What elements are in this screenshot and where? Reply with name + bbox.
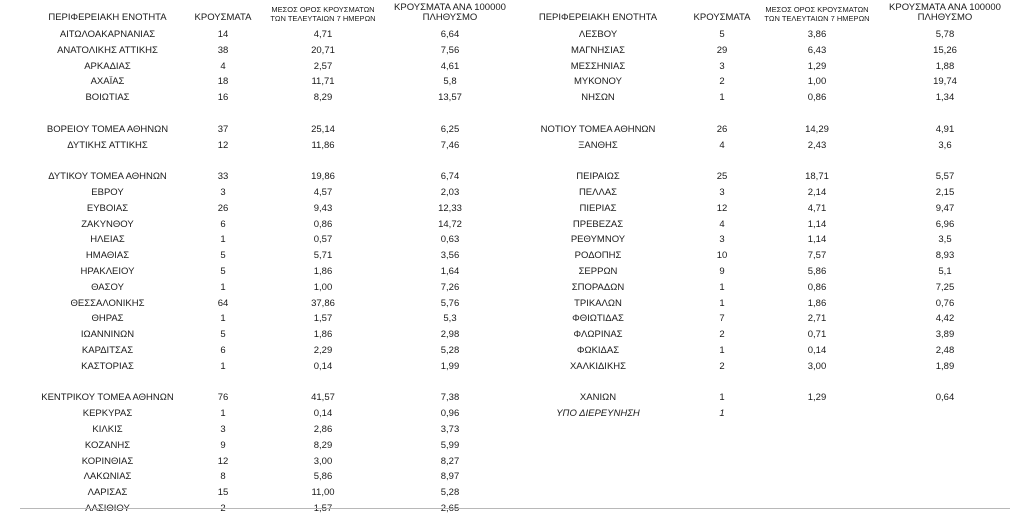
- right-avg-cell: 1,14: [807, 234, 827, 246]
- left-region-cell: ΑΧΑΪΑΣ: [90, 76, 125, 88]
- right-per100k-cell: 8,93: [935, 250, 955, 262]
- right-avg-cell: 18,71: [805, 171, 829, 183]
- left-avg-cell: 11,71: [311, 76, 335, 88]
- right-avg-cell: 5,86: [807, 266, 827, 277]
- left-cases-cell: 12: [217, 139, 229, 151]
- left-region-cell: ΛΑΡΙΣΑΣ: [87, 487, 128, 499]
- left-avg-cell: 20,71: [311, 44, 335, 56]
- right-cases-cell: 3: [719, 234, 725, 246]
- right-region-cell: ΧΑΝΙΩΝ: [579, 392, 617, 404]
- left-cases-cell: 5: [220, 266, 226, 277]
- left-avg-cell: 1,86: [313, 266, 333, 277]
- left-avg-cell: 9,43: [313, 202, 333, 214]
- right-avg-cell: 0,86: [807, 92, 827, 104]
- right-avg-cell: 0,86: [807, 281, 827, 293]
- left-avg-cell: 3,00: [313, 455, 333, 467]
- left-per100k-cell: 5,8: [443, 76, 457, 88]
- left-per100k-header-line2: ΠΛΗΘΥΣΜΟ: [422, 12, 478, 23]
- left-region-cell: ΘΑΣΟΥ: [91, 281, 124, 293]
- right-cases-cell: 3: [719, 187, 725, 198]
- left-per100k-cell: 8,27: [440, 455, 460, 467]
- left-cases-cell: 6: [220, 218, 226, 230]
- right-per100k-cell: 5,57: [935, 171, 955, 183]
- left-cases-cell: 15: [217, 487, 229, 499]
- left-cases-cell: 16: [217, 92, 229, 104]
- right-region-cell: ΣΠΟΡΑΔΩΝ: [571, 281, 625, 293]
- left-per100k-cell: 0,63: [440, 234, 460, 246]
- left-cases-cell: 1: [220, 313, 226, 325]
- right-per100k-cell: 7,25: [935, 281, 955, 293]
- left-avg-cell: 1,57: [313, 313, 333, 325]
- left-per100k-cell: 5,76: [440, 297, 460, 309]
- right-avg-cell: 2,43: [807, 139, 827, 151]
- right-avg-cell: 4,71: [807, 202, 827, 214]
- left-cases-cell: 5: [220, 329, 226, 341]
- right-cases-cell: 1: [719, 392, 725, 404]
- right-per100k-cell: 15,26: [933, 44, 957, 56]
- left-region-cell: ΕΒΡΟΥ: [91, 187, 124, 198]
- right-avg-header-line2: ΤΩΝ ΤΕΛΕΥΤΑΙΩΝ 7 ΗΜΕΡΩΝ: [764, 14, 870, 23]
- left-region-cell: ΖΑΚΥΝΘΟΥ: [81, 218, 134, 230]
- left-avg-cell: 11,00: [311, 487, 335, 499]
- left-per100k-cell: 5,99: [440, 439, 460, 451]
- left-cases-cell: 8: [220, 471, 226, 483]
- right-cases-cell: 2: [719, 76, 725, 88]
- left-region-cell: ΘΕΣΣΑΛΟΝΙΚΗΣ: [70, 297, 145, 309]
- left-per100k-cell: 7,38: [440, 392, 460, 404]
- left-cases-cell: 33: [217, 171, 229, 183]
- right-region-cell: ΡΕΘΥΜΝΟΥ: [570, 234, 626, 246]
- right-region-cell: ΝΟΤΙΟΥ ΤΟΜΕΑ ΑΘΗΝΩΝ: [540, 123, 656, 135]
- right-region-cell: ΠΕΙΡΑΙΩΣ: [576, 171, 620, 183]
- left-region-cell: ΛΑΚΩΝΙΑΣ: [83, 471, 132, 483]
- right-per100k-header-line2: ΠΛΗΘΥΣΜΟ: [917, 12, 973, 23]
- left-cases-cell: 14: [217, 29, 229, 40]
- right-region-cell: ΣΕΡΡΩΝ: [578, 266, 618, 277]
- left-cases-cell: 76: [217, 392, 229, 404]
- right-cases-cell: 4: [719, 139, 725, 151]
- left-avg-header-line2: ΤΩΝ ΤΕΛΕΥΤΑΙΩΝ 7 ΗΜΕΡΩΝ: [270, 14, 376, 23]
- left-cases-cell: 38: [217, 44, 229, 56]
- right-cases-cell: 1: [719, 345, 725, 356]
- right-per100k-cell: 19,74: [933, 76, 957, 88]
- left-region-cell: ΚΟΖΑΝΗΣ: [84, 439, 131, 451]
- left-cases-cell: 3: [220, 187, 226, 198]
- left-per100k-cell: 2,98: [440, 329, 460, 341]
- left-region-cell: ΚΑΣΤΟΡΙΑΣ: [81, 360, 134, 372]
- right-per100k-cell: 4,42: [935, 313, 955, 325]
- right-region-cell: ΛΕΣΒΟΥ: [578, 29, 618, 40]
- left-per100k-cell: 2,03: [440, 187, 460, 198]
- left-per100k-cell: [385, 503, 515, 515]
- left-region-cell: ΗΛΕΙΑΣ: [90, 234, 125, 246]
- left-region-cell: [20, 503, 195, 515]
- left-avg-cell: 8,29: [313, 439, 333, 451]
- right-cases-cell: 3: [719, 60, 725, 72]
- left-avg-cell: 2,57: [313, 60, 333, 72]
- right-region-cell: ΡΟΔΟΠΗΣ: [574, 250, 622, 262]
- left-avg-cell: 0,14: [313, 408, 333, 420]
- right-cases-cell: 9: [719, 266, 725, 277]
- left-cases-cell: 3: [220, 424, 226, 435]
- left-region-cell: ΒΟΙΩΤΙΑΣ: [85, 92, 130, 104]
- left-cases-cell: 6: [220, 345, 226, 356]
- right-per100k-cell: 3,5: [938, 234, 952, 246]
- right-region-cell: ΦΛΩΡΙΝΑΣ: [573, 329, 623, 341]
- left-cases-cell: 64: [217, 297, 229, 309]
- right-cases-cell: 26: [716, 123, 728, 135]
- left-region-cell: ΗΜΑΘΙΑΣ: [85, 250, 130, 262]
- right-per100k-cell: 1,89: [935, 360, 955, 372]
- right-region-cell: ΜΑΓΝΗΣΙΑΣ: [571, 44, 625, 56]
- left-region-cell: ΑΙΤΩΛΟΑΚΑΡΝΑΝΙΑΣ: [59, 29, 156, 40]
- right-region-cell: ΠΕΛΛΑΣ: [578, 187, 618, 198]
- left-cases-cell: 12: [217, 455, 229, 467]
- right-avg-cell: 3,00: [807, 360, 827, 372]
- left-cases-cell: 18: [217, 76, 229, 88]
- left-per100k-header-line1: ΚΡΟΥΣΜΑΤΑ ΑΝΑ 100000: [394, 2, 506, 13]
- right-cases-cell: 25: [716, 171, 728, 183]
- left-region-cell: ΔΥΤΙΚΟΥ ΤΟΜΕΑ ΑΘΗΝΩΝ: [48, 171, 167, 183]
- left-avg-cell: 2,29: [313, 345, 333, 356]
- left-per100k-cell: 14,72: [438, 218, 462, 230]
- right-avg-cell: 0,14: [807, 345, 827, 356]
- left-avg-cell: [258, 503, 388, 515]
- left-avg-cell: 2,86: [313, 424, 333, 435]
- left-avg-header-line1: ΜΕΣΟΣ ΟΡΟΣ ΚΡΟΥΣΜΑΤΩΝ: [271, 5, 375, 14]
- right-cases-cell: 29: [716, 44, 728, 56]
- left-cases-cell: 1: [220, 281, 226, 293]
- right-avg-cell: 1,00: [807, 76, 827, 88]
- right-avg-cell: 6,43: [807, 44, 827, 56]
- right-avg-header-line1: ΜΕΣΟΣ ΟΡΟΣ ΚΡΟΥΣΜΑΤΩΝ: [765, 5, 869, 14]
- right-cases-cell: 1: [719, 92, 725, 104]
- right-avg-cell: 0,71: [807, 329, 827, 341]
- left-cases-header: ΚΡΟΥΣΜΑΤΑ: [194, 12, 252, 23]
- left-region-cell: ΚΕΝΤΡΙΚΟΥ ΤΟΜΕΑ ΑΘΗΝΩΝ: [41, 392, 174, 404]
- left-avg-cell: 5,86: [313, 471, 333, 483]
- left-cases-cell: 5: [220, 250, 226, 262]
- left-cases-cell: 37: [217, 123, 229, 135]
- left-cases-cell: 9: [220, 439, 226, 451]
- right-region-cell: ΧΑΛΚΙΔΙΚΗΣ: [569, 360, 627, 372]
- left-cases-cell: 1: [220, 360, 226, 372]
- left-region-cell: ΚΙΛΚΙΣ: [92, 424, 123, 435]
- left-cases-cell: 1: [220, 408, 226, 420]
- left-per100k-cell: 0,96: [440, 408, 460, 420]
- right-per100k-cell: 3,6: [938, 139, 952, 151]
- right-per100k-cell: 0,76: [935, 297, 955, 309]
- left-avg-cell: 0,14: [313, 360, 333, 372]
- right-cases-cell: 5: [719, 29, 725, 40]
- right-region-cell: ΜΕΣΣΗΝΙΑΣ: [570, 60, 626, 72]
- left-per100k-cell: 13,57: [438, 92, 462, 104]
- right-per100k-header-line1: ΚΡΟΥΣΜΑΤΑ ΑΝΑ 100000: [889, 2, 1001, 13]
- right-cases-cell: 1: [719, 297, 725, 309]
- right-avg-cell: 3,86: [807, 29, 827, 40]
- left-per100k-cell: 5,28: [440, 487, 460, 499]
- right-region-cell: ΠΙΕΡΙΑΣ: [579, 202, 617, 214]
- left-per100k-cell: 4,61: [440, 60, 460, 72]
- left-region-cell: ΗΡΑΚΛΕΙΟΥ: [80, 266, 135, 277]
- left-per100k-cell: 3,73: [440, 424, 460, 435]
- right-avg-cell: 1,29: [807, 392, 827, 404]
- left-cases-cell: 4: [220, 60, 226, 72]
- left-region-cell: ΒΟΡΕΙΟΥ ΤΟΜΕΑ ΑΘΗΝΩΝ: [46, 123, 169, 135]
- right-region-cell: ΞΑΝΘΗΣ: [578, 139, 618, 151]
- left-region-cell: ΕΥΒΟΙΑΣ: [86, 202, 129, 214]
- left-avg-cell: 25,14: [311, 123, 335, 135]
- left-cases-cell: 1: [220, 234, 226, 246]
- right-per100k-cell: 1,88: [935, 60, 955, 72]
- left-avg-cell: 4,71: [313, 29, 333, 40]
- left-cases-cell: 26: [217, 202, 229, 214]
- right-per100k-cell: 2,15: [935, 187, 955, 198]
- left-per100k-cell: 6,64: [440, 29, 460, 40]
- right-per100k-cell: 2,48: [935, 345, 955, 356]
- left-avg-cell: 8,29: [313, 92, 333, 104]
- right-region-cell: ΜΥΚΟΝΟΥ: [574, 76, 622, 88]
- right-cases-cell: 7: [719, 313, 725, 325]
- right-per100k-cell: 1,34: [935, 92, 955, 104]
- left-per100k-cell: 12,33: [438, 202, 462, 214]
- left-avg-cell: 1,00: [313, 281, 333, 293]
- left-per100k-cell: 3,56: [440, 250, 460, 262]
- bottom-divider: [20, 508, 1010, 509]
- right-region-cell: ΦΘΙΩΤΙΔΑΣ: [572, 313, 624, 325]
- right-cases-header: ΚΡΟΥΣΜΑΤΑ: [693, 12, 751, 23]
- left-per100k-cell: 5,3: [443, 313, 457, 325]
- right-cases-cell: 2: [719, 360, 725, 372]
- left-per100k-cell: 6,25: [440, 123, 460, 135]
- left-region-cell: ΚΕΡΚΥΡΑΣ: [82, 408, 133, 420]
- left-region-cell: ΚΑΡΔΙΤΣΑΣ: [81, 345, 134, 356]
- right-avg-cell: 1,14: [807, 218, 827, 230]
- left-per100k-cell: 7,56: [440, 44, 460, 56]
- left-avg-cell: 41,57: [311, 392, 335, 404]
- left-per100k-cell: 6,74: [440, 171, 460, 183]
- left-avg-cell: 0,86: [313, 218, 333, 230]
- right-per100k-cell: 0,64: [935, 392, 955, 404]
- left-avg-cell: 11,86: [311, 139, 335, 151]
- right-region-cell: ΠΡΕΒΕΖΑΣ: [572, 218, 624, 230]
- left-cases-cell: [193, 503, 253, 515]
- right-region-header: ΠΕΡΙΦΕΡΕΙΑΚΗ ΕΝΟΤΗΤΑ: [538, 12, 658, 23]
- right-avg-cell: 2,71: [807, 313, 827, 325]
- left-region-header: ΠΕΡΙΦΕΡΕΙΑΚΗ ΕΝΟΤΗΤΑ: [48, 12, 167, 23]
- right-cases-cell: 12: [716, 202, 728, 214]
- right-avg-cell: 14,29: [805, 123, 829, 135]
- right-cases-cell: 4: [719, 218, 725, 230]
- right-avg-cell: 2,14: [807, 187, 827, 198]
- right-cases-cell: 1: [719, 408, 725, 420]
- right-cases-cell: 2: [719, 329, 725, 341]
- left-per100k-cell: 7,46: [440, 139, 460, 151]
- left-region-cell: ΙΩΑΝΝΙΝΩΝ: [80, 329, 135, 341]
- right-per100k-cell: 6,96: [935, 218, 955, 230]
- left-per100k-cell: 5,28: [440, 345, 460, 356]
- right-per100k-cell: 3,89: [935, 329, 955, 341]
- left-avg-cell: 0,57: [313, 234, 333, 246]
- right-cases-cell: 10: [716, 250, 728, 262]
- left-avg-cell: 5,71: [313, 250, 333, 262]
- left-region-cell: ΑΝΑΤΟΛΙΚΗΣ ΑΤΤΙΚΗΣ: [57, 44, 158, 56]
- right-per100k-cell: 5,1: [938, 266, 952, 277]
- left-avg-cell: 19,86: [311, 171, 335, 183]
- left-region-cell: ΑΡΚΑΔΙΑΣ: [84, 60, 131, 72]
- right-region-cell: ΥΠΟ ΔΙΕΡΕΥΝΗΣΗ: [556, 408, 640, 420]
- left-avg-cell: 4,57: [313, 187, 333, 198]
- right-per100k-cell: 9,47: [935, 202, 955, 214]
- right-cases-cell: 1: [719, 281, 725, 293]
- right-avg-cell: 1,86: [807, 297, 827, 309]
- right-avg-cell: 7,57: [807, 250, 827, 262]
- left-region-cell: ΔΥΤΙΚΗΣ ΑΤΤΙΚΗΣ: [67, 139, 148, 151]
- right-avg-cell: 1,29: [807, 60, 827, 72]
- left-per100k-cell: 7,26: [440, 281, 460, 293]
- right-per100k-cell: 5,78: [935, 29, 955, 40]
- left-region-cell: ΘΗΡΑΣ: [91, 313, 124, 325]
- left-region-cell: ΚΟΡΙΝΘΙΑΣ: [81, 455, 134, 467]
- right-per100k-cell: 4,91: [935, 123, 955, 135]
- left-per100k-cell: 1,99: [440, 360, 460, 372]
- left-per100k-cell: 8,97: [440, 471, 460, 483]
- right-region-cell: ΝΗΣΩΝ: [581, 92, 615, 104]
- left-per100k-cell: 1,64: [440, 266, 460, 277]
- right-region-cell: ΤΡΙΚΑΛΩΝ: [574, 297, 622, 309]
- left-avg-cell: 1,86: [313, 329, 333, 341]
- left-avg-cell: 37,86: [311, 297, 335, 309]
- right-region-cell: ΦΩΚΙΔΑΣ: [576, 345, 620, 356]
